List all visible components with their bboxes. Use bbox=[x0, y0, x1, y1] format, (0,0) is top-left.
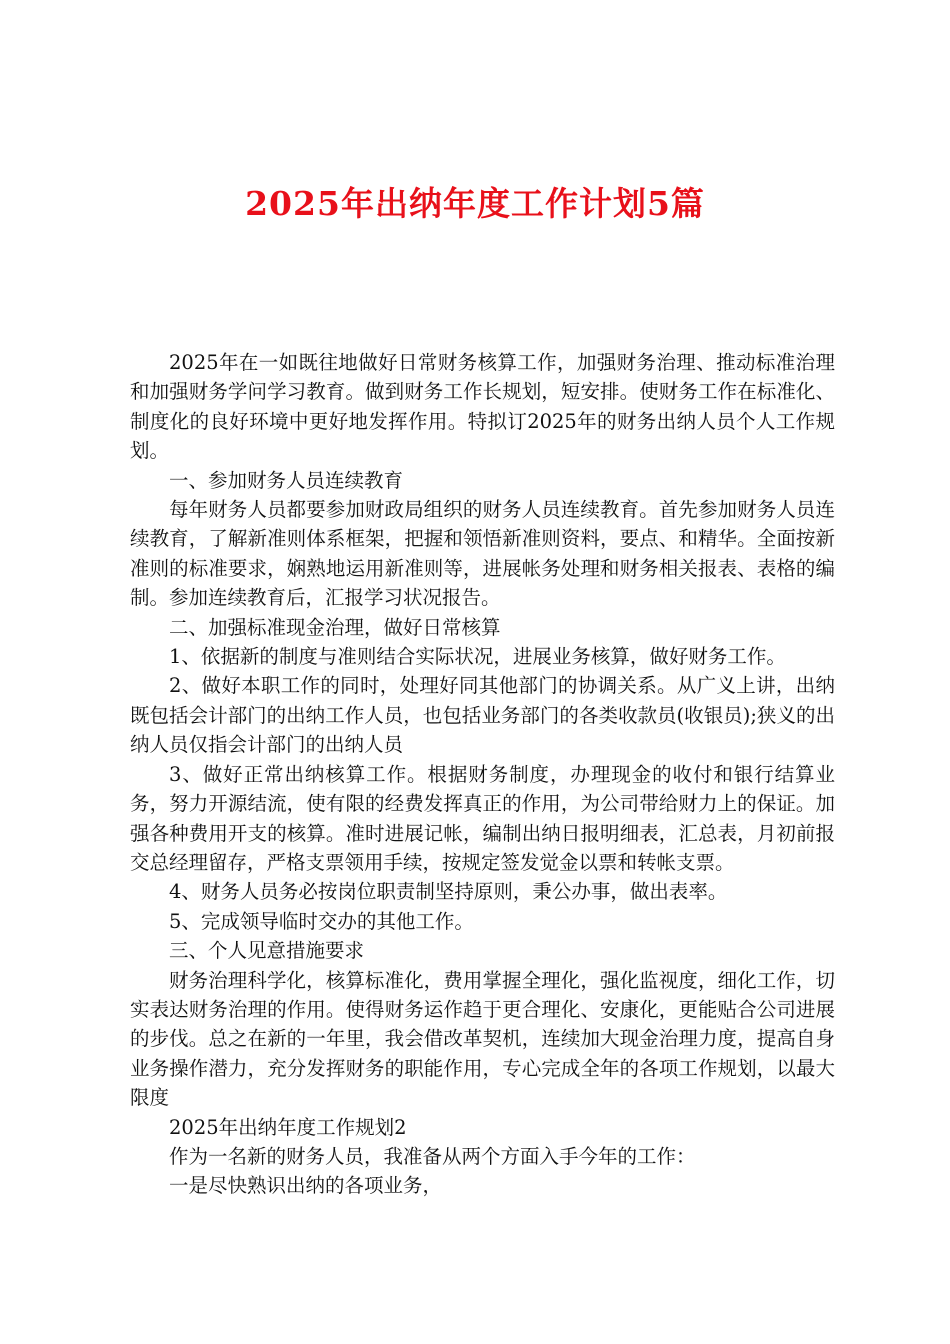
section-heading-1: 一、参加财务人员连续教育 bbox=[169, 468, 404, 492]
subsection-title: 2025年出纳年度工作规划2 bbox=[169, 1115, 407, 1139]
list-item: 1、依据新的制度与准则结合实际状况，进展业务核算，做好财务工作。 bbox=[169, 645, 786, 669]
paragraph: 财务治理科学化，核算标准化，费用掌握全理化，强化监视度，细化工作，切实表达财务治理的作用。使得财务运作趋于更合理化、安康化，更能贴合公司进展的步伐。总之在新的一年里，我会借改革契机，连续加大现金治理力度，提高自身业务操作潜力，充分发挥财务的职能作用，专心完成全年的各项工作规划，以最大限度 bbox=[130, 968, 835, 1110]
document-body bbox=[130, 348, 835, 1201]
paragraph-intro: 2025年在一如既往地做好日常财务核算工作，加强财务治理、推动标准治理和加强财务学问学习教育。做到财务工作长规划，短安排。使财务工作在标准化、制度化的良好环境中更好地发挥作用。特拟订2025年的财务出纳人员个人工作规划。 bbox=[130, 351, 835, 463]
section-heading-3: 三、个人见意措施要求 bbox=[169, 939, 365, 963]
paragraph: 一是尽快熟识出纳的各项业务， bbox=[169, 1174, 443, 1198]
paragraph: 每年财务人员都要参加财政局组织的财务人员连续教育。首先参加财务人员连续教育，了解新准则体系框架，把握和领悟新准则资料，要点、和精华。全面按新准则的标准要求，娴熟地运用新准则等，进展帐务处理和财务相关报表、表格的编制。参加连续教育后，汇报学习状况报告。 bbox=[130, 498, 835, 610]
list-item: 3、做好正常出纳核算工作。根据财务制度，办理现金的收付和银行结算业务，努力开源结流，使有限的经费发挥真正的作用，为公司带给财力上的保证。加强各种费用开支的核算。准时进展记帐，编制出纳日报明细表，汇总表，月初前报交总经理留存，严格支票领用手续，按规定签发觉金以票和转帐支票。 bbox=[130, 762, 835, 874]
document-title: 2025年出纳年度工作计划5篇 bbox=[245, 184, 705, 223]
paragraph: 作为一名新的财务人员，我准备从两个方面入手今年的工作： bbox=[169, 1144, 696, 1168]
list-item: 5、完成领导临时交办的其他工作。 bbox=[169, 909, 474, 933]
list-item: 4、财务人员务必按岗位职责制坚持原则，秉公办事，做出表率。 bbox=[169, 880, 728, 904]
list-item: 2、做好本职工作的同时，处理好同其他部门的协调关系。从广义上讲，出纳既包括会计部门的出纳工作人员，也包括业务部门的各类收款员(收银员);狭义的出纳人员仅指会计部门的出纳人员 bbox=[130, 674, 835, 757]
section-heading-2: 二、加强标准现金治理，做好日常核算 bbox=[169, 615, 501, 639]
